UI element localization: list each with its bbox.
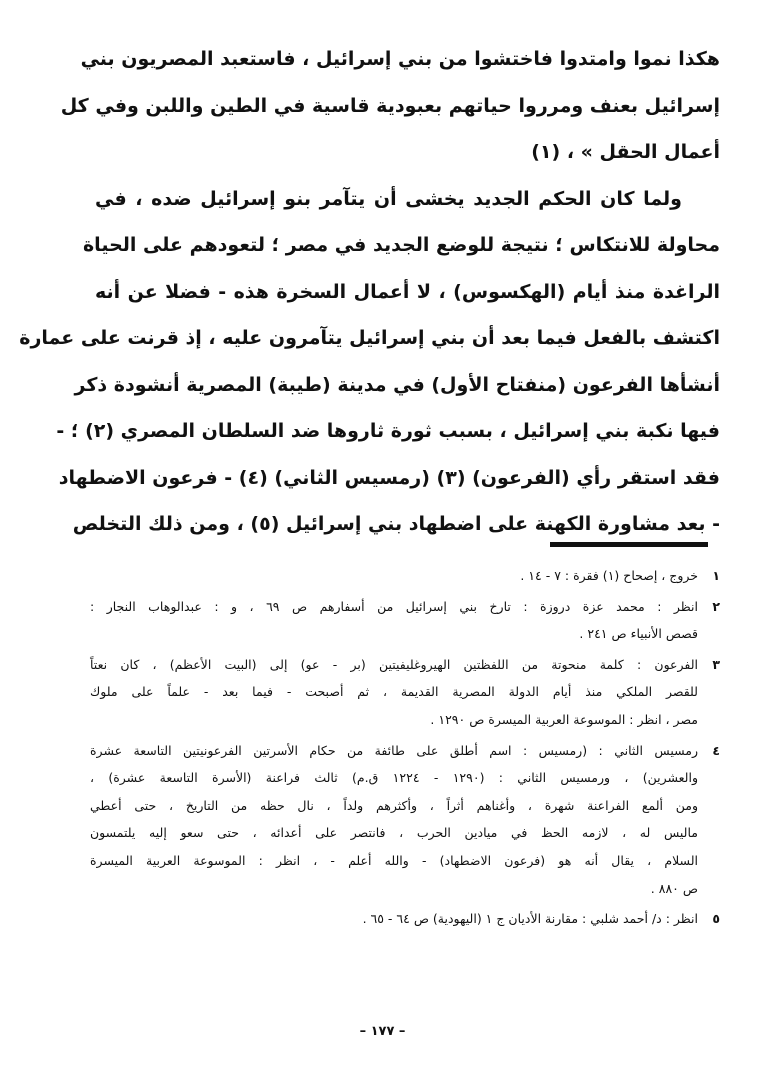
footnote-body xyxy=(90,737,698,903)
main-text-line: الراغدة منذ أيام (الهكسوس) ، لا أعمال السخرة هذه - فضلا عن أنه xyxy=(95,280,720,303)
footnote-body xyxy=(90,593,698,648)
footnote-number: ١ xyxy=(712,568,720,583)
footnote xyxy=(90,562,720,590)
main-text-line: أعمال الحقل » ، (١) xyxy=(531,141,720,163)
footnote xyxy=(90,737,720,903)
main-text-line: فيها نكبة بني إسرائيل ، بسبب ثورة ثاروها ضد السلطان المصري (٢) ؛ - xyxy=(56,420,720,442)
main-text-line: ولما كان الحكم الجديد يخشى أن يتآمر بنو إسرائيل ضده ، في xyxy=(95,187,682,210)
footnote-line: للقصر الملكي منذ أيام الدولة المصرية القديمة ، ثم أصبحت - فيما بعد - علماً على ملوك xyxy=(90,684,698,700)
footnote-number: ٢ xyxy=(712,598,720,614)
footnote-number: ٣ xyxy=(712,656,720,672)
main-text xyxy=(19,36,720,548)
footnote-body xyxy=(90,905,698,933)
footnote-line: ومن ألمع الفراعنة شهرة ، وأغناهم أثراً ، وأكثرهم ولداً ، نال حظه من التاريخ ، حتى أعطي xyxy=(90,797,698,813)
page-number: – ١٧٧ – xyxy=(359,1024,406,1039)
main-text-line: محاولة للانتكاس ؛ نتيجة للوضع الجديد في مصر ؛ لتعودهم على الحياة xyxy=(82,234,720,256)
footnote-line: ماليس له ، لازمه الحظ في ميادين الحرب ، فانتصر على أعدائه ، حتى سعو إليه يلتمسون xyxy=(90,825,698,841)
footnote-line: خروج ، إصحاح (١) فقرة : ٧ - ١٤ . xyxy=(520,568,698,583)
footnote-number: ٤ xyxy=(712,742,720,758)
footnote xyxy=(90,905,720,933)
footnote-number: ٥ xyxy=(712,911,720,927)
main-text-line: إسرائيل بعنف ومرروا حياتهم بعبودية قاسية في الطين واللبن وفي كل xyxy=(60,94,720,117)
main-text-line: فقد استقر رأي (الفرعون) (٣) (رمسيس الثاني) (٤) - فرعون الاضطهاد xyxy=(58,466,720,489)
footnote xyxy=(90,593,720,648)
footnote-line: ص ٨٨٠ . xyxy=(650,880,698,896)
main-text-line: أنشأها الفرعون (منفتاح الأول) في مدينة (طيبة) المصرية أنشودة ذكر xyxy=(74,373,720,396)
footnote-body xyxy=(90,562,698,590)
footnote-separator xyxy=(550,542,708,547)
footnote-line: قصص الأنبياء ص ٢٤١ . xyxy=(579,626,698,642)
footnote-line: السلام ، يقال أنه هو (فرعون الاضطهاد) - والله أعلم - ، انظر : الموسوعة العربية الميسرة xyxy=(90,852,698,868)
main-text-line: - بعد مشاورة الكهنة على اضطهاد بني إسرائيل (٥) ، ومن ذلك التخلص xyxy=(72,513,720,535)
footnote-line: والعشرين) ، ورمسيس الثاني : (١٢٩٠ - ١٢٢٤ ق.م) ثالث فراعنة (الأسرة التاسعة عشرة) ، xyxy=(90,770,698,786)
footnote-line: انظر : محمد عزة دروزة : تارخ بني إسرائيل من أسفارهم ص ٦٩ ، و : عبدالوهاب النجار : xyxy=(90,598,698,614)
footnote-line: الفرعون : كلمة منحوتة من اللفظتين الهيروغليفيتين (بر - عو) إلى (البيت الأعظم) ، كان نعتاً xyxy=(90,656,698,672)
main-text-line: هكذا نموا وامتدوا فاختشوا من بني إسرائيل ، فاستعبد المصريون بني xyxy=(80,48,720,70)
footnotes xyxy=(90,562,720,936)
footnote-body xyxy=(90,651,698,734)
footnote xyxy=(90,651,720,734)
footnote-line: مصر ، انظر : الموسوعة العربية الميسرة ص ١٢٩٠ . xyxy=(430,711,698,727)
main-text-line: اكتشف بالفعل فيما بعد أن بني إسرائيل يتآمرون عليه ، إذ قرنت على عمارة xyxy=(19,327,720,349)
footnote-line: رمسيس الثاني : (رمسيس : اسم أطلق على طائفة من حكام الأسرتين الفرعونيتين التاسعة عشرة xyxy=(90,742,698,758)
footnote-line: انظر : د/ أحمد شلبي : مقارنة الأديان ج ١ (اليهودية) ص ٦٤ - ٦٥ . xyxy=(362,911,698,927)
